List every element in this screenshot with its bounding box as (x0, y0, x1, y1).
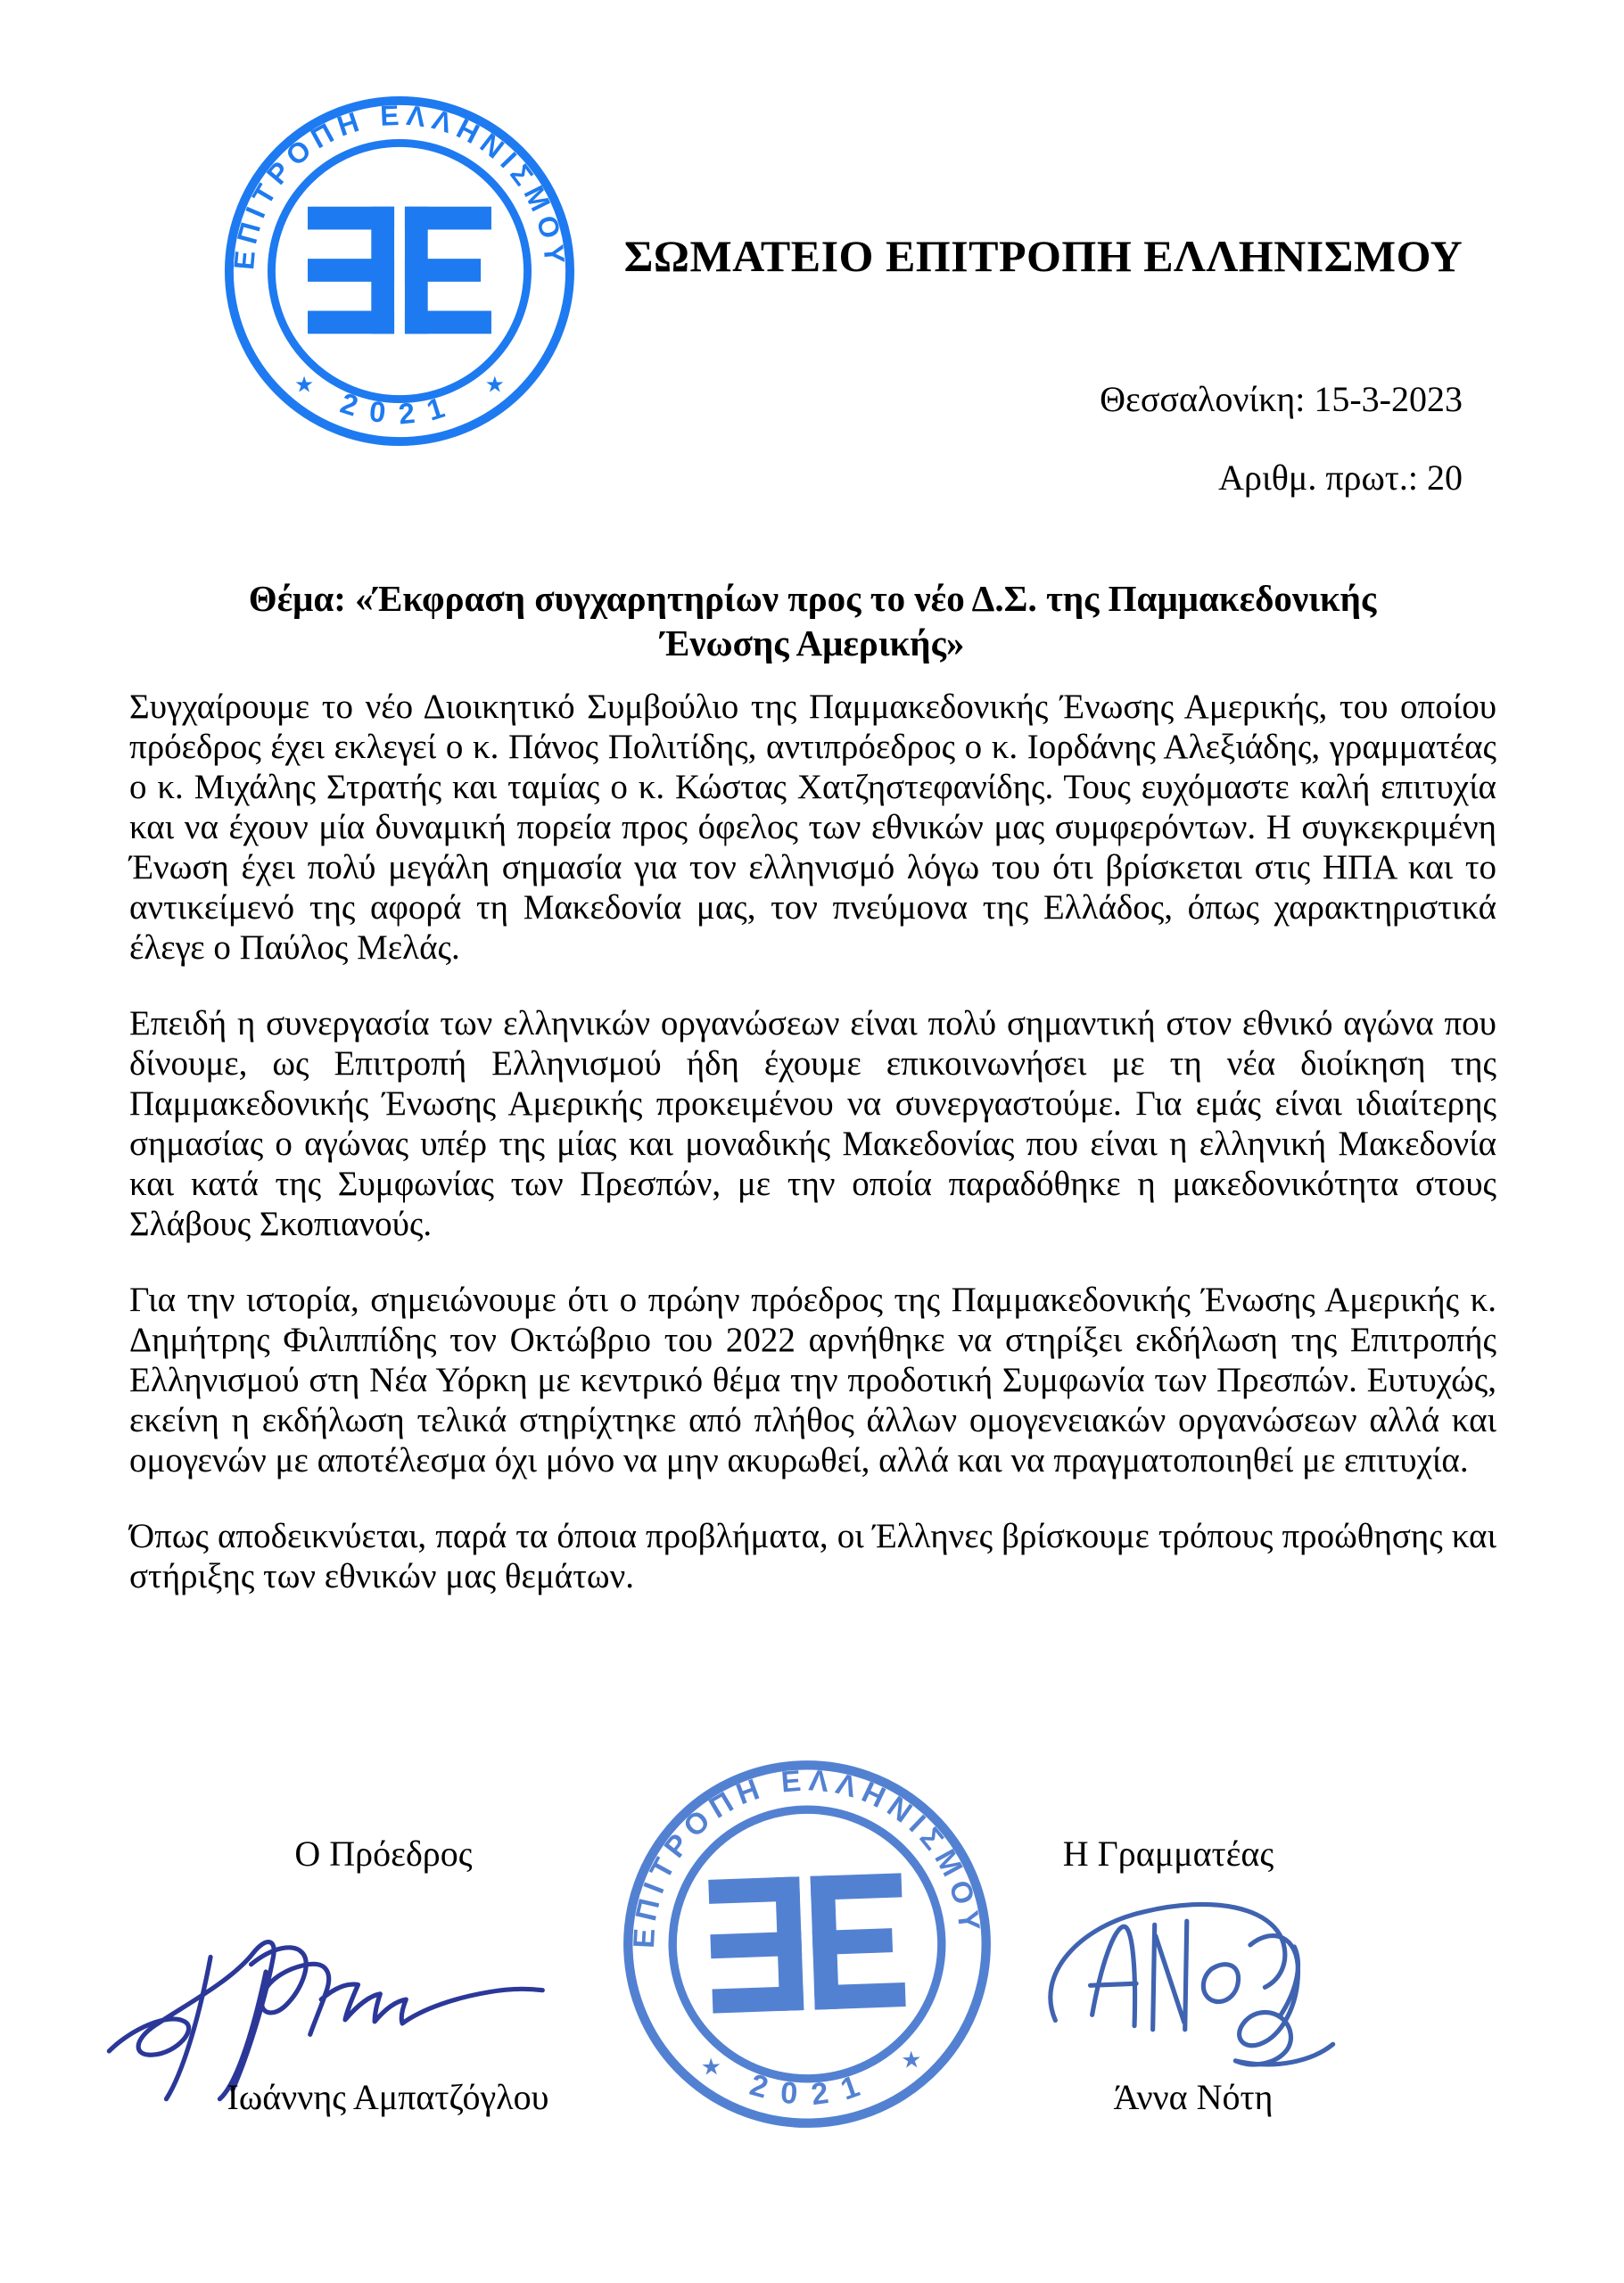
svg-text:2021 (336, 386, 462, 431)
subject-line-1: Θέμα: «Έκφραση συγχαρητηρίων προς το νέο Δ.Σ. της Παμμακεδονικής (248, 578, 1377, 619)
stamp-graphic (615, 1752, 999, 2136)
stamp-star-left-icon: ★ (700, 2052, 722, 2081)
stamp-top-text: ΕΠΙΤΡΟΠΗ ΕΛΛΗΝΙΣΜΟΥ (627, 1764, 986, 1949)
secretary-signature-strokes (1051, 1904, 1333, 2065)
president-name: Ιωάννης Αμπατζόγλου (227, 2077, 549, 2117)
secretary-signature (1018, 1857, 1368, 2096)
rubber-stamp (615, 1752, 999, 2136)
secretary-name: Άννα Νότη (1113, 2077, 1274, 2117)
president-title: Ο Πρόεδρος (294, 1834, 473, 1874)
city-date-line: Θεσσαλονίκη: 15-3-2023 (1100, 379, 1463, 419)
paragraph-3: Για την ιστορία, σημειώνουμε ότι ο πρώην πρόεδρος της Παμμακεδονικής Ένωσης Αμερικής κ. Δημήτρης Φιλιππίδης τον Οκτώβριο του 2022 αρνήθηκε να στηρίξει εκδήλωση της Επιτροπής Ελληνισμού στη Νέα Υόρκη με κεντρικό θέμα την προδοτική Συμφωνία των Πρεσπών. Ευτυχώς, εκείνη η εκδήλωση τελικά στηρίχτηκε από πλήθος άλλων ομογενειακών οργανώσεων αλλά και ομογενών με αποτέλεσμα όχι μόνο να μην ακυρωθεί, αλλά και να πραγματοποιηθεί με επιτυχία. (129, 1281, 1496, 1479)
letter-body (129, 687, 1496, 1632)
secretary-title: Η Γραμματέας (1062, 1834, 1274, 1874)
president-signature (100, 1892, 589, 2105)
stamp-monogram-icon (708, 1873, 905, 2013)
stamp-year-text: 2021 (746, 2064, 879, 2113)
svg-text:2021 (746, 2064, 879, 2114)
seal-star-right-icon: ★ (484, 373, 506, 398)
paragraph-2: Επειδή η συνεργασία των ελληνικών οργανώσεων είναι πολύ σημαντική στον εθνικό αγώνα που δίνουμε, ως Επιτροπή Ελληνισμού ήδη έχουμε επικοινωνήσει με τη νέα διοίκηση της Παμμακεδονικής Ένωσης Αμερικής προκειμένου να συνεργαστούμε. Για εμάς είναι ιδιαίτερης σημασίας ο αγώνας υπέρ της μίας και μοναδικής Μακεδονίας που είναι η ελληνική Μακεδονία και κατά της Συμφωνίας των Πρεσπών, με την οποία παραδόθηκε η μακεδονικότητα στους Σλάβους Σκοπιανούς. (129, 1004, 1496, 1243)
seal-year-text: 2021 (336, 385, 463, 431)
page-title: ΣΩΜΑΤΕΙΟ ΕΠΙΤΡΟΠΗ ΕΛΛΗΝΙΣΜΟΥ (623, 231, 1463, 281)
subject-heading (129, 576, 1496, 665)
stamp-rings (622, 1759, 992, 2129)
subject-line-2: Ένωσης Αμερικής» (660, 622, 965, 663)
seal-star-left-icon: ★ (293, 373, 315, 398)
seal-top-text: ΕΠΙΤΡΟΠΗ ΕΛΛΗΝΙΣΜΟΥ (227, 98, 572, 271)
paragraph-1: Συγχαίρουμε το νέο Διοικητικό Συμβούλιο της Παμμακεδονικής Ένωσης Αμερικής, του οποίου πρόεδρος έχει εκλεγεί ο κ. Πάνος Πολιτίδης, αντιπρόεδρος ο κ. Ιορδάνης Αλεξιάδης, γραμματέας ο κ. Μιχάλης Στρατής και ταμίας ο κ. Κώστας Χατζηστεφανίδης. Τους ευχόμαστε καλή επιτυχία και να έχουν μία δυναμική πορεία προς όφελος των εθνικών μας συμφερόντων. Η συγκεκριμένη Ένωση έχει πολύ μεγάλη σημασία για τον ελληνισμό λόγω του ότι βρίσκεται στις ΗΠΑ και το αντικείμενό της αφορά τη Μακεδονία μας, τον πνεύμονα της Ελλάδος, όπως χαρακτηριστικά έλεγε ο Παύλος Μελάς. (129, 688, 1496, 967)
protocol-number-line: Αριθμ. πρωτ.: 20 (1218, 457, 1463, 498)
paragraph-4: Όπως αποδεικνύεται, παρά τα όποια προβλήματα, οι Έλληνες βρίσκουμε τρόπους προώθησης και στήριξης των εθνικών μας θεμάτων. (129, 1517, 1496, 1595)
stamp-star-right-icon: ★ (900, 2046, 923, 2073)
